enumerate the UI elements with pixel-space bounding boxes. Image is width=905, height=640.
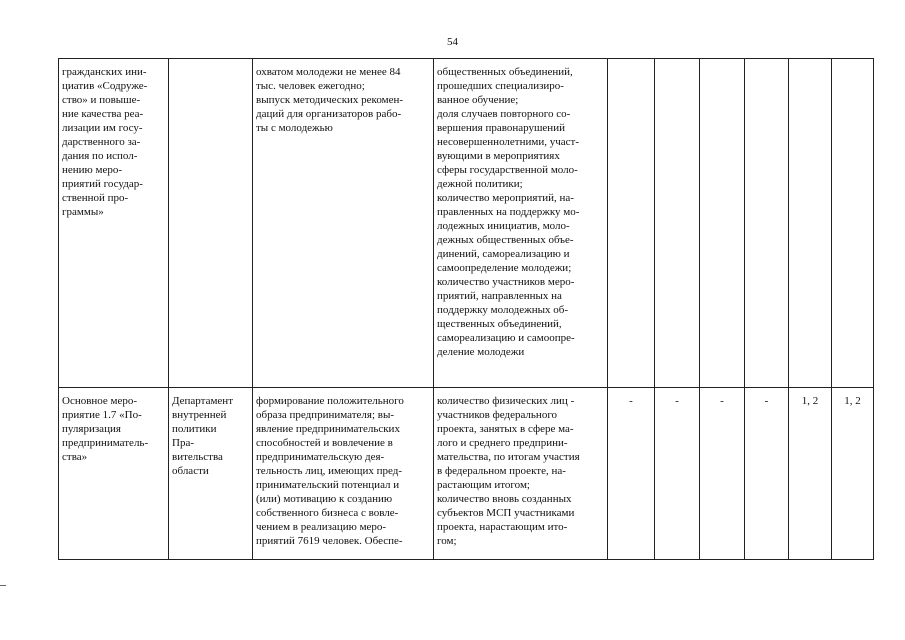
expected-result-line: ты с молодежью (256, 122, 333, 134)
indicator-line: проекта, нарастающим ито- (437, 521, 568, 533)
expected-result-line: образа предпринимателя; вы- (256, 409, 394, 421)
indicator-line: правленных на поддержку мо- (437, 206, 580, 218)
activity-name-line: ства» (62, 451, 88, 463)
expected-result-line: охватом молодежи не менее 84 (256, 66, 401, 78)
expected-result-line: тельность лиц, имеющих пред- (256, 465, 403, 477)
executor-line: вительства (172, 451, 223, 463)
program-table (58, 58, 874, 560)
activity-name-line: ство» и повыше- (62, 94, 141, 106)
expected-result-cell (253, 388, 434, 560)
indicator-line: самореализацию и самоопре- (437, 332, 575, 344)
indicator-line: мательства, по итогам участия (437, 451, 580, 463)
activity-name-line: приятие 1.7 «По- (62, 409, 142, 421)
activity-name-line: циатив «Содруже- (62, 80, 148, 92)
indicator-line: субъектов МСП участниками (437, 507, 575, 519)
expected-result-line: способностей и вовлечение в (256, 437, 393, 449)
executor-line: Департамент (172, 395, 234, 407)
indicator-line: прошедших специализиро- (437, 80, 564, 92)
activity-name-line: дарственного за- (62, 136, 141, 148)
expected-result-line: собственного бизнеса с вовле- (256, 507, 399, 519)
activity-name-line: нению меро- (62, 164, 123, 176)
year-cell (655, 59, 700, 388)
activity-name-line: Основное меро- (62, 395, 138, 407)
indicator-line: щественных объединений, (437, 318, 562, 330)
page-number: 54 (447, 36, 458, 48)
indicator-line: доля случаев повторного со- (437, 108, 571, 120)
executor-cell (169, 59, 253, 388)
expected-result-line: приятий 7619 человек. Обеспе- (256, 535, 403, 547)
indicator-line: участников федерального (437, 409, 558, 421)
indicator-line: гом; (437, 535, 457, 547)
indicator-line: приятий, направленных на (437, 290, 562, 302)
expected-result-line: выпуск методических рекомен- (256, 94, 404, 106)
indicator-line: сферы государственной моло- (437, 164, 578, 176)
year-cell (832, 59, 874, 388)
year-cell: 1, 2 (832, 388, 874, 560)
indicator-line: количество мероприятий, на- (437, 192, 574, 204)
activity-name-line: ственной про- (62, 192, 129, 204)
year-cell (608, 59, 655, 388)
year-cell: - (745, 388, 789, 560)
expected-result-cell (253, 59, 434, 388)
indicator-line: поддержку молодежных об- (437, 304, 569, 316)
indicator-line: дежных общественных объе- (437, 234, 574, 246)
indicator-line: ванное обучение; (437, 94, 519, 106)
indicator-line: количество вновь созданных (437, 493, 572, 505)
indicator-line: вующими в мероприятиях (437, 150, 560, 162)
activity-name-line: гражданских ини- (62, 66, 147, 78)
indicator-line: лодежных инициатив, моло- (437, 220, 570, 232)
table-row-activity-1-7 (59, 388, 874, 560)
executor-line: внутренней (172, 409, 227, 421)
executor-line: Пра- (172, 437, 194, 449)
activity-name-line: лизации им госу- (62, 122, 143, 134)
indicator-line: вершения правонарушений (437, 122, 565, 134)
indicator-line: лого и среднего предприни- (437, 437, 568, 449)
indicator-line: проекта, занятых в сфере ма- (437, 423, 574, 435)
activity-name-cell (59, 59, 169, 388)
activity-name-line: дания по испол- (62, 150, 138, 162)
year-cell: 1, 2 (789, 388, 832, 560)
year-cell (700, 59, 745, 388)
indicator-cell (434, 59, 608, 388)
indicator-line: динений, самореализацию и (437, 248, 570, 260)
expected-result-line: предпринимательскую дея- (256, 451, 385, 463)
executor-line: политики (172, 423, 217, 435)
indicator-line: несовершеннолетними, участ- (437, 136, 579, 148)
activity-name-line: приятий государ- (62, 178, 143, 190)
expected-result-line: тыс. человек ежегодно; (256, 80, 365, 92)
indicator-cell (434, 388, 608, 560)
activity-name-line: ние качества реа- (62, 108, 144, 120)
activity-name-line: пуляризация (62, 423, 121, 435)
activity-name-cell (59, 388, 169, 560)
year-cell (745, 59, 789, 388)
expected-result-line: принимательский потенциал и (256, 479, 400, 491)
table-row-continued (59, 59, 874, 388)
activity-name-line: предприниматель- (62, 437, 149, 449)
year-cell: - (700, 388, 745, 560)
indicator-line: деление молодежи (437, 346, 525, 358)
executor-cell (169, 388, 253, 560)
scan-edge-mark (0, 585, 6, 586)
expected-result-line: формирование положительного (256, 395, 404, 407)
expected-result-line: чением в реализацию меро- (256, 521, 387, 533)
indicator-line: в федеральном проекте, на- (437, 465, 566, 477)
indicator-line: дежной политики; (437, 178, 523, 190)
year-cell: - (608, 388, 655, 560)
indicator-line: растающим итогом; (437, 479, 530, 491)
expected-result-line: даций для организаторов рабо- (256, 108, 402, 120)
year-cell (789, 59, 832, 388)
activity-name-line: граммы» (62, 206, 104, 218)
executor-line: области (172, 465, 209, 477)
expected-result-line: (или) мотивацию к созданию (256, 493, 393, 505)
year-cell: - (655, 388, 700, 560)
indicator-line: самоопределение молодежи; (437, 262, 572, 274)
expected-result-line: явление предпринимательских (256, 423, 400, 435)
indicator-line: количество участников меро- (437, 276, 575, 288)
indicator-line: общественных объединений, (437, 66, 573, 78)
indicator-line: количество физических лиц - (437, 395, 575, 407)
